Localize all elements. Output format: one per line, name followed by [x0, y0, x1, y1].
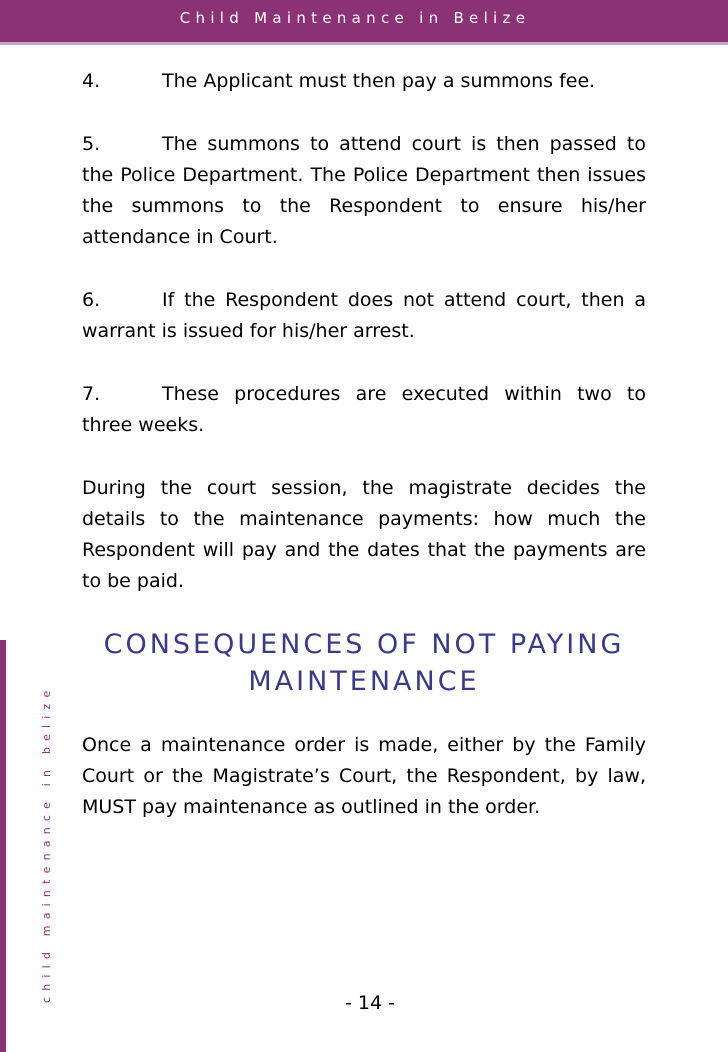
step-item — [82, 379, 646, 441]
header-title: Child Maintenance in Belize — [179, 9, 531, 27]
step-item — [82, 285, 646, 347]
side-accent-strip — [0, 640, 6, 1052]
main-content — [82, 66, 646, 855]
step-text: The Applicant must then pay a summons fee. — [162, 70, 596, 92]
step-text: The summons to attend court is then passed to the Police Department. The Police Department then issues the summons to the Respondent to ensure his/her attendance in Court. — [82, 133, 646, 248]
section-heading-line-1: CONSEQUENCES OF NOT PAYING — [103, 629, 625, 660]
step-item — [82, 66, 646, 97]
page-number: - 14 - — [345, 992, 395, 1014]
step-number: 7. — [82, 383, 101, 405]
step-text: These procedures are executed within two to three weeks. — [82, 383, 646, 436]
section-heading-line-2: MAINTENANCE — [248, 666, 480, 697]
header-band — [0, 0, 728, 42]
section-heading — [82, 626, 646, 700]
side-running-title: child maintenance in belize — [40, 684, 53, 1003]
consequences-paragraph: Once a maintenance order is made, either by the Family Court or the Magistrate’s Court, the Respondent, by law, MUST pay maintenance as outlined in the order. — [82, 734, 646, 818]
step-number: 6. — [82, 289, 101, 311]
step-text: If the Respondent does not attend court, then a warrant is issued for his/her arrest. — [82, 289, 646, 342]
step-number: 5. — [82, 133, 101, 155]
court-session-paragraph: During the court session, the magistrate decides the details to the maintenance payments: how much the Respondent will pay and the dates that the payments are to be paid. — [82, 477, 646, 592]
step-item — [82, 129, 646, 253]
step-number: 4. — [82, 70, 101, 92]
